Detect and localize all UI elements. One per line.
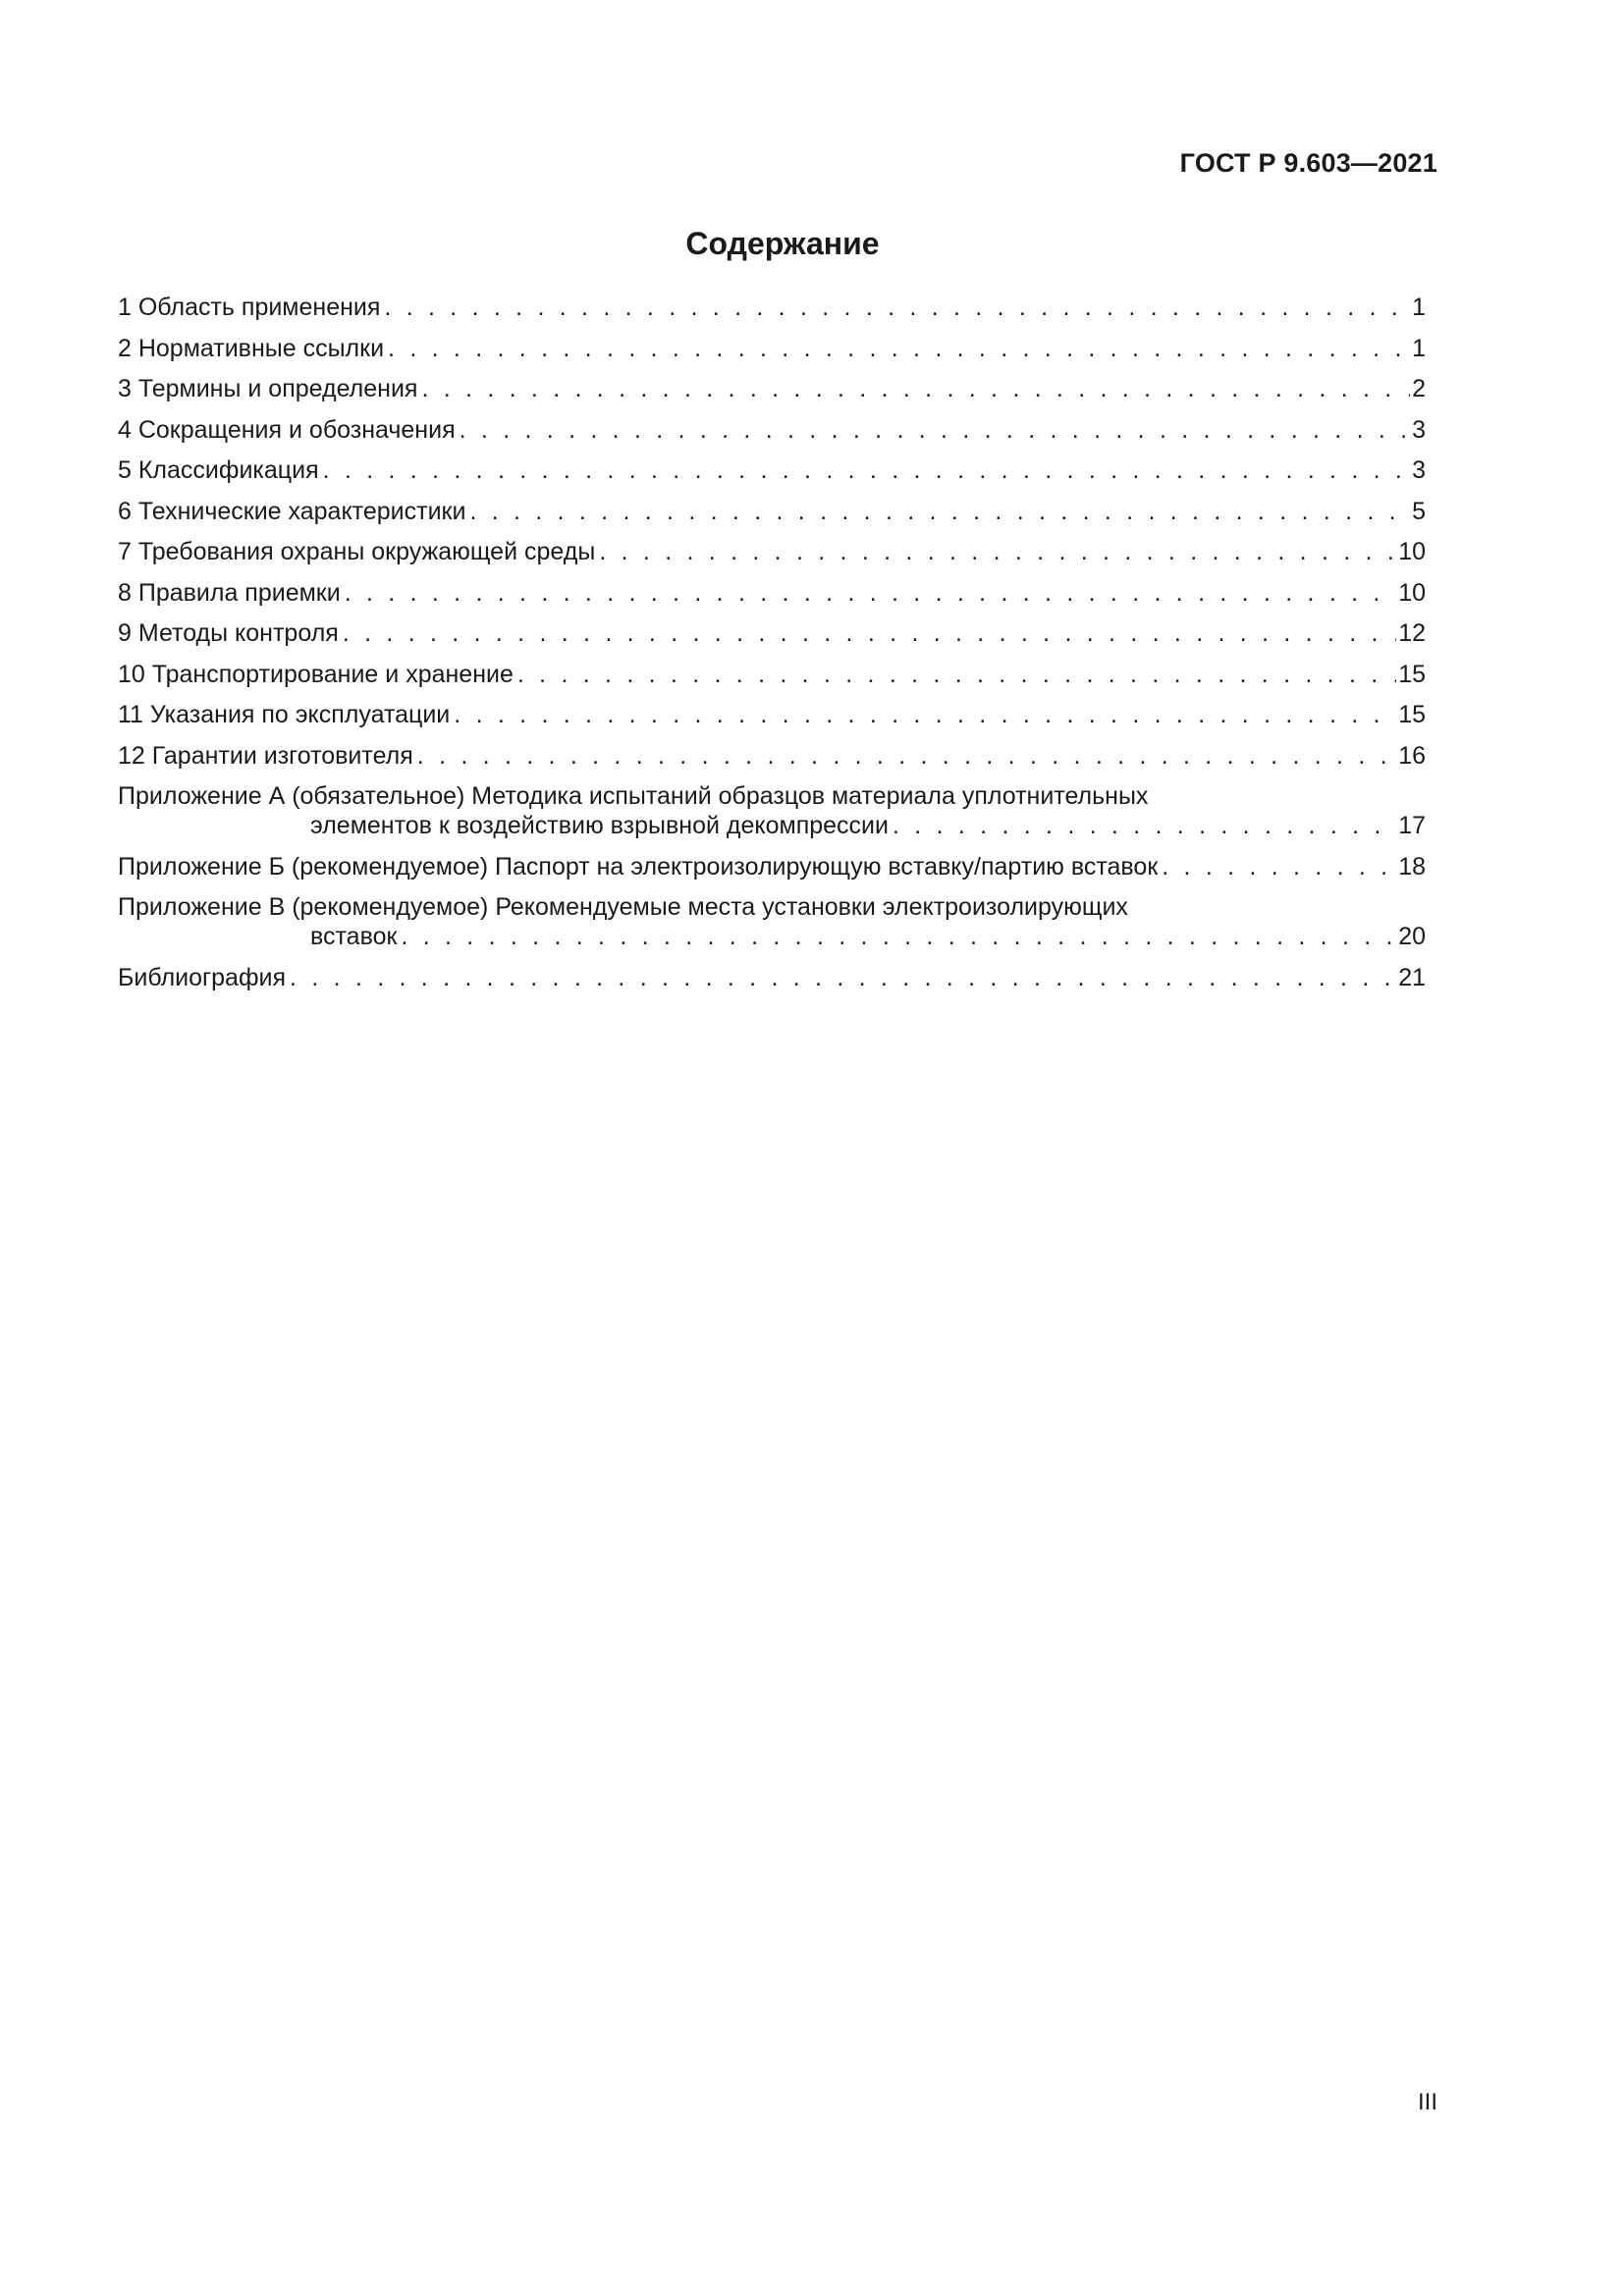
dot-leader [384,293,1410,322]
toc-entry-label: 4 Сокращения и обозначения [118,415,456,444]
toc-entry-section-9[interactable] [118,618,1426,648]
toc-entry-page: 16 [1398,741,1426,770]
dot-leader [388,334,1410,363]
toc-entry-page: 3 [1412,415,1426,444]
toc-entry-label: 9 Методы контроля [118,619,339,647]
toc-entry-page: 15 [1398,660,1426,688]
toc-entry-page: 10 [1398,538,1426,565]
toc-entry-label: 5 Классификация [118,456,319,484]
dot-leader [454,700,1396,729]
toc-entry-page: 15 [1398,701,1426,728]
toc-entry-section-11[interactable] [118,700,1426,729]
toc-entry-label: Приложение Б (рекомендуемое) Паспорт на электроизолирующую вставку/партию вставок [118,852,1159,881]
toc-entry-page: 1 [1412,294,1426,321]
toc-entry-label: 11 Указания по эксплуатации [118,701,451,728]
toc-entry-label: 1 Область применения [118,294,381,321]
dot-leader [323,455,1410,485]
toc-title: Содержание [685,226,880,261]
toc-entry-page: 3 [1412,456,1426,484]
toc-entry-label: 6 Технические характеристики [118,497,466,525]
dot-leader [469,497,1410,526]
table-of-contents [118,293,1426,1003]
toc-entry-label: 3 Термины и определения [118,375,418,402]
toc-entry-appendix-v[interactable] [118,892,1426,951]
toc-entry-section-5[interactable] [118,455,1426,485]
dot-leader [343,618,1396,648]
toc-entry-label: Библиография [118,963,287,991]
dot-leader [599,537,1396,566]
toc-entry-section-12[interactable] [118,741,1426,771]
toc-entry-section-8[interactable] [118,578,1426,608]
toc-entry-page: 10 [1398,578,1426,607]
toc-entry-label-line2: элементов к воздействию взрывной декомпрессии [310,812,889,839]
dot-leader [893,811,1396,840]
toc-entry-bibliography[interactable] [118,963,1426,992]
toc-entry-page: 5 [1412,497,1426,525]
toc-entry-page: 21 [1398,963,1426,991]
toc-entry-label: 8 Правила приемки [118,578,341,607]
dot-leader [345,578,1396,608]
toc-entry-section-6[interactable] [118,497,1426,526]
toc-entry-appendix-a[interactable] [118,781,1426,840]
toc-entry-label-line1: Приложение В (рекомендуемое) Рекомендуемые места установки электроизолирующих [118,893,1128,921]
dot-leader [1162,852,1396,881]
toc-entry-section-2[interactable] [118,334,1426,363]
toc-entry-appendix-b[interactable] [118,852,1426,881]
toc-entry-page: 20 [1398,923,1426,950]
toc-entry-section-7[interactable] [118,537,1426,566]
dot-leader [401,922,1396,951]
toc-entry-page: 17 [1398,812,1426,839]
dot-leader [417,741,1396,771]
page-number: III [1417,2089,1437,2115]
toc-entry-section-3[interactable] [118,374,1426,403]
document-code: ГОСТ Р 9.603—2021 [1179,148,1437,178]
dot-leader [517,660,1396,689]
toc-entry-label: 7 Требования охраны окружающей среды [118,538,596,565]
toc-entry-label-line2: вставок [310,923,398,950]
toc-entry-label: 2 Нормативные ссылки [118,334,385,362]
dot-leader [290,963,1396,992]
toc-entry-page: 2 [1412,375,1426,402]
toc-entry-section-1[interactable] [118,293,1426,322]
toc-entry-section-10[interactable] [118,660,1426,689]
toc-entry-label: 12 Гарантии изготовителя [118,741,413,770]
toc-entry-section-4[interactable] [118,415,1426,445]
toc-entry-page: 12 [1398,619,1426,647]
toc-entry-label-line1: Приложение А (обязательное) Методика испытаний образцов материала уплотнительных [118,782,1149,810]
toc-entry-page: 1 [1412,334,1426,362]
toc-entry-page: 18 [1398,852,1426,881]
dot-leader [421,374,1410,403]
dot-leader [460,415,1410,445]
toc-entry-label: 10 Транспортирование и хранение [118,660,514,688]
